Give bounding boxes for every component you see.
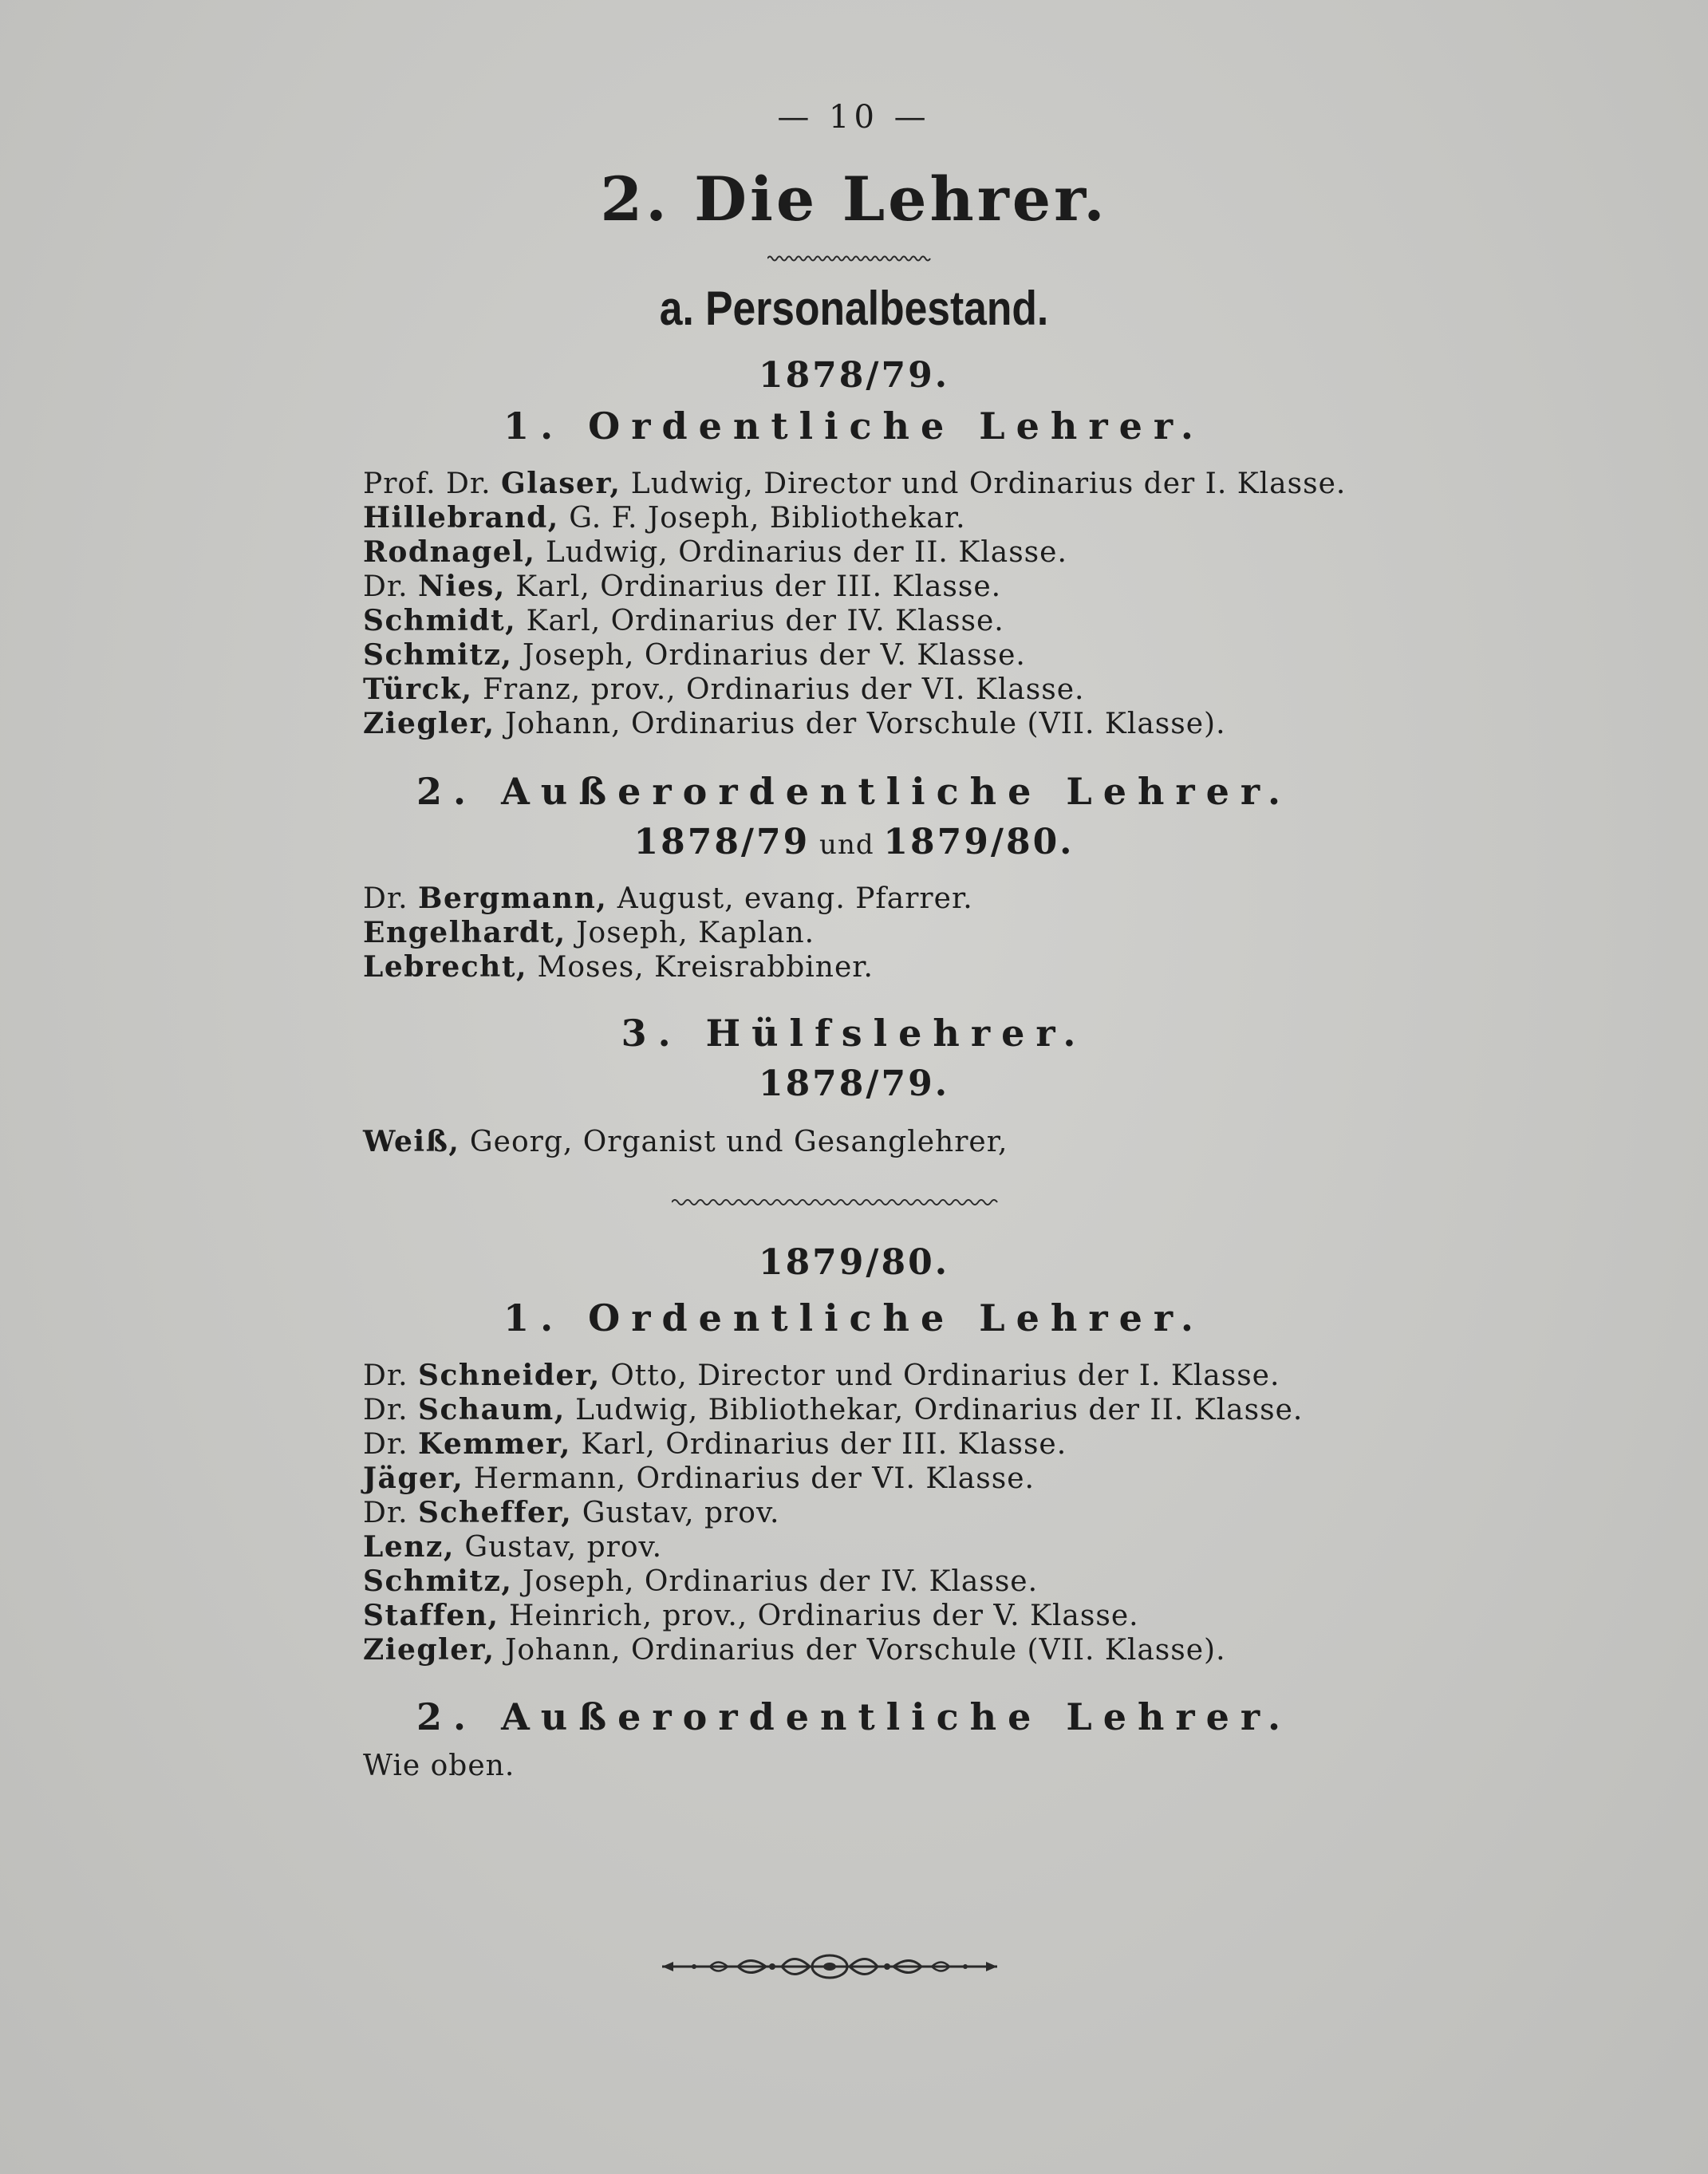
- teacher-name: Schmitz,: [363, 638, 513, 672]
- entry-prefix: Dr.: [363, 1497, 419, 1529]
- teacher-name: Schaum,: [418, 1393, 566, 1426]
- entry-details: Ludwig, Ordinarius der II. Klasse.: [535, 536, 1067, 569]
- entry-details: Ludwig, Director und Ordinarius der I. Klasse.: [621, 468, 1347, 500]
- heading-ordentliche-lehrer-1878: 1. Ordentliche Lehrer.: [503, 404, 1205, 448]
- entry-prefix: Prof. Dr.: [363, 468, 502, 500]
- list-ordentliche-lehrer-1878: [363, 467, 1346, 741]
- teacher-name: Staffen,: [363, 1599, 499, 1632]
- teacher-name: Schmidt,: [363, 604, 517, 637]
- entry-prefix: Dr.: [363, 1359, 419, 1392]
- list-item: [363, 638, 1346, 673]
- teacher-name: Lenz,: [363, 1530, 455, 1564]
- period-year-1879: 1879/80.: [758, 1242, 950, 1283]
- list-item: [363, 467, 1346, 501]
- section-title: a. Personalbestand.: [659, 282, 1049, 335]
- list-item: [363, 916, 973, 950]
- list-item: [363, 707, 1346, 741]
- teacher-name: Lebrecht,: [363, 950, 528, 984]
- period-year-1878: 1878/79.: [758, 355, 950, 396]
- teacher-name: Ziegler,: [363, 1633, 495, 1667]
- teacher-name: Kemmer,: [418, 1427, 571, 1461]
- teacher-name: Scheffer,: [418, 1496, 573, 1529]
- teacher-name: Rodnagel,: [363, 535, 536, 569]
- teacher-name: Engelhardt,: [363, 916, 566, 949]
- teacher-name: Nies,: [418, 570, 506, 603]
- year-a: 1878/79: [633, 822, 811, 862]
- title-divider: [767, 254, 932, 263]
- entry-details: Joseph, Ordinarius der V. Klasse.: [512, 639, 1026, 672]
- list-item: [363, 1633, 1303, 1667]
- chapter-title: 2. Die Lehrer.: [600, 164, 1108, 235]
- entry-details: Joseph, Ordinarius der IV. Klasse.: [512, 1565, 1039, 1598]
- list-item: [363, 570, 1346, 604]
- entry-details: Franz, prov., Ordinarius der VI. Klasse.: [472, 673, 1085, 706]
- list-item: [363, 1599, 1303, 1633]
- entry-details: Hermann, Ordinarius der VI. Klasse.: [463, 1462, 1035, 1495]
- list-item: [363, 501, 1346, 535]
- list-item: [363, 604, 1346, 638]
- list-item: [363, 1393, 1303, 1427]
- teacher-name: Schneider,: [418, 1359, 601, 1392]
- list-item: [363, 950, 973, 984]
- entry-details: Gustav, prov.: [454, 1531, 663, 1564]
- teacher-name: Bergmann,: [418, 882, 608, 915]
- teacher-name: Hillebrand,: [363, 501, 559, 535]
- entry-details: Georg, Organist und Gesanglehrer,: [460, 1126, 1008, 1158]
- entry-details: Gustav, prov.: [572, 1497, 780, 1529]
- entry-details: Joseph, Kaplan.: [566, 917, 815, 949]
- entry-details: G. F. Joseph, Bibliothekar.: [558, 502, 966, 535]
- teacher-name: Türck,: [363, 673, 473, 706]
- teacher-name: Schmitz,: [363, 1564, 513, 1598]
- entry-details: Johann, Ordinarius der Vorschule (VII. Klasse).: [495, 708, 1226, 740]
- period-divider: [672, 1197, 999, 1208]
- list-ausserordentliche-lehrer-1878: [363, 882, 973, 984]
- heading-huelfslehrer: 3. Hülfslehrer.: [621, 1012, 1087, 1055]
- entry-details: Karl, Ordinarius der III. Klasse.: [570, 1428, 1067, 1461]
- list-item: [363, 1359, 1303, 1393]
- list-item: [363, 673, 1346, 707]
- list-item: [363, 1564, 1303, 1599]
- teacher-name: Glaser,: [501, 467, 621, 500]
- list-ordentliche-lehrer-1879: [363, 1359, 1303, 1667]
- list-huelfslehrer: [363, 1125, 1008, 1159]
- entry-details: Ludwig, Bibliothekar, Ordinarius der II. Klasse.: [565, 1394, 1304, 1426]
- list-item: [363, 1125, 1008, 1159]
- list-item: [363, 1462, 1303, 1496]
- closing-ornament-icon: [662, 1947, 997, 1987]
- entry-details: Otto, Director und Ordinarius der I. Klasse.: [600, 1359, 1280, 1392]
- page-number: — 10 —: [777, 99, 931, 136]
- period-years-combined: [0, 822, 1708, 862]
- note-wie-oben: [363, 1749, 515, 1783]
- teacher-name: Jäger,: [363, 1462, 464, 1495]
- heading-ausserordentliche-lehrer-1878: 2. Außerordentliche Lehrer.: [416, 770, 1292, 813]
- entry-details: Karl, Ordinarius der III. Klasse.: [505, 570, 1002, 603]
- list-item: [363, 1427, 1303, 1462]
- heading-ausserordentliche-lehrer-1879: 2. Außerordentliche Lehrer.: [416, 1695, 1292, 1738]
- period-year-huelfslehrer: 1878/79.: [758, 1063, 950, 1104]
- list-item: [363, 1496, 1303, 1530]
- list-item: [363, 1530, 1303, 1564]
- entry-details: August, evang. Pfarrer.: [607, 882, 973, 915]
- entry-prefix: Dr.: [363, 882, 419, 915]
- entry-prefix: Dr.: [363, 1394, 419, 1426]
- list-item: Wie oben.: [363, 1750, 515, 1782]
- entry-prefix: Dr.: [363, 570, 419, 603]
- heading-ordentliche-lehrer-1879: 1. Ordentliche Lehrer.: [503, 1296, 1205, 1340]
- year-b: 1879/80.: [883, 822, 1075, 862]
- teacher-name: Ziegler,: [363, 707, 495, 740]
- list-item: [363, 535, 1346, 570]
- entry-details: Heinrich, prov., Ordinarius der V. Klasse.: [499, 1600, 1139, 1632]
- teacher-name: Weiß,: [363, 1125, 460, 1158]
- year-connector: und: [810, 829, 884, 861]
- entry-details: Johann, Ordinarius der Vorschule (VII. Klasse).: [495, 1634, 1226, 1667]
- list-item: [363, 882, 973, 916]
- entry-details: Moses, Kreisrabbiner.: [527, 951, 874, 984]
- entry-prefix: Dr.: [363, 1428, 419, 1461]
- entry-details: Karl, Ordinarius der IV. Klasse.: [516, 605, 1004, 637]
